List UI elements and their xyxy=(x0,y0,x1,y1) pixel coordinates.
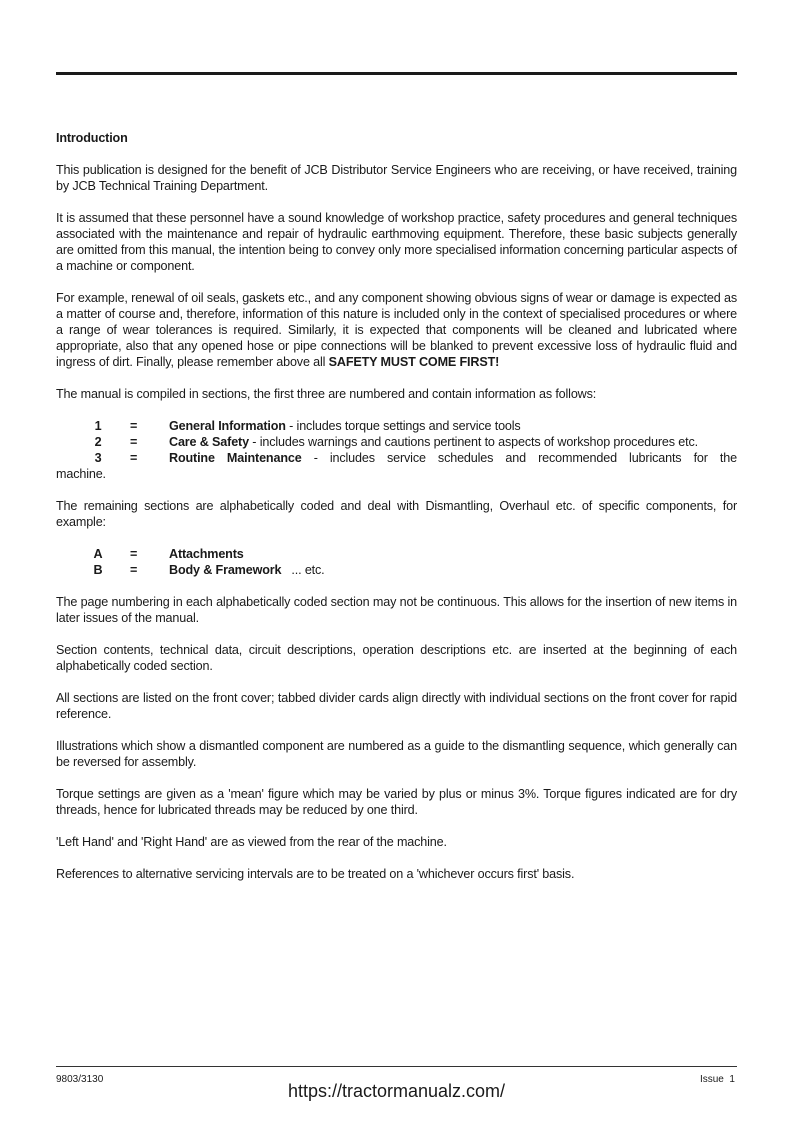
section-code: 3 xyxy=(94,451,102,465)
section-code: A xyxy=(93,547,103,561)
list-item-continuation: machine. xyxy=(56,467,106,481)
numbered-sections-list xyxy=(56,418,737,482)
source-url[interactable]: https://tractormanualz.com/ xyxy=(287,1081,506,1101)
paragraph-illustrations: Illustrations which show a dismantled component are numbered as a guide to the dismantling sequence, which generally can be reversed for assembly. xyxy=(56,739,737,769)
paragraph-example xyxy=(56,290,737,370)
list-item xyxy=(56,434,737,450)
section-description: - includes torque settings and service tools xyxy=(285,419,521,433)
section-description: - includes warnings and cautions pertinent to aspects of workshop procedures etc. xyxy=(248,435,698,449)
section-description: ... etc. xyxy=(281,563,325,577)
paragraph-purpose: This publication is designed for the benefit of JCB Distributor Service Engineers who are receiving, or have received, training by JCB Technical Training Department. xyxy=(56,163,737,193)
section-title: Attachments xyxy=(169,547,244,561)
equals-sign: = xyxy=(130,451,138,465)
issue-label: Issue 1 xyxy=(699,1074,735,1085)
paragraph-sections-intro: The manual is compiled in sections, the first three are numbered and contain information as follows: xyxy=(56,387,597,401)
safety-emphasis: SAFETY MUST COME FIRST! xyxy=(328,355,500,369)
equals-sign: = xyxy=(130,563,138,577)
paragraph-assumptions: It is assumed that these personnel have a sound knowledge of workshop practice, safety procedures and general techniques associated with the maintenance and repair of hydraulic earthmoving equipment. Therefore, these basic subjects generally are omitted from this manual, the intention being to convey only more specialised information concerning particular aspects of a machine or component. xyxy=(56,211,737,273)
section-code: 1 xyxy=(94,419,102,433)
paragraph-servicing-intervals: References to alternative servicing intervals are to be treated on a 'whichever occurs first' basis. xyxy=(56,867,575,881)
paragraph-front-cover: All sections are listed on the front cover; tabbed divider cards align directly with individual sections on the front cover for rapid reference. xyxy=(56,691,737,721)
document-body xyxy=(56,130,737,898)
list-item xyxy=(56,418,737,434)
paragraph-left-right: 'Left Hand' and 'Right Hand' are as viewed from the rear of the machine. xyxy=(56,835,447,849)
lettered-sections-list xyxy=(56,546,737,578)
header-rule xyxy=(56,72,737,75)
equals-sign: = xyxy=(130,435,138,449)
document-number: 9803/3130 xyxy=(56,1074,104,1085)
section-title: General Information xyxy=(169,419,286,433)
paragraph-torque: Torque settings are given as a 'mean' figure which may be varied by plus or minus 3%. Torque figures indicated are for dry threads, hence for lubricated threads may be reduced by one third. xyxy=(56,787,737,817)
section-title: Body & Framework xyxy=(169,563,282,577)
section-title: Routine Maintenance xyxy=(169,451,302,465)
paragraph-example-text: For example, renewal of oil seals, gaskets etc., and any component showing obvious signs of wear or damage is expected as a matter of course and, therefore, information of this nature is included only in the context of specialised procedures or where a range of wear tolerances is required. Similarly, it is expected that components will be cleaned and lubricated where appropriate, also that any opened hose or pipe connections will be blanked to prevent excessive loss of hydraulic fluid and ingress of dirt. Finally, please remember above all xyxy=(56,291,737,369)
section-heading: Introduction xyxy=(56,131,128,145)
list-item xyxy=(56,450,737,466)
paragraph-lettered-intro: The remaining sections are alphabetically coded and deal with Dismantling, Overhaul etc. of specific components, for example: xyxy=(56,499,737,529)
paragraph-section-contents: Section contents, technical data, circuit descriptions, operation descriptions etc. are inserted at the beginning of each alphabetically coded section. xyxy=(56,643,737,673)
paragraph-page-numbering: The page numbering in each alphabetically coded section may not be continuous. This allows for the insertion of new items in later issues of the manual. xyxy=(56,595,737,625)
section-title: Care & Safety xyxy=(169,435,249,449)
section-code: 2 xyxy=(94,435,102,449)
footer-rule xyxy=(56,1066,737,1067)
list-item xyxy=(56,546,737,562)
list-item xyxy=(56,562,737,578)
section-description: - includes service schedules and recommended lubricants for the xyxy=(301,451,737,465)
section-code: B xyxy=(93,563,103,577)
equals-sign: = xyxy=(130,547,138,561)
equals-sign: = xyxy=(130,419,138,433)
